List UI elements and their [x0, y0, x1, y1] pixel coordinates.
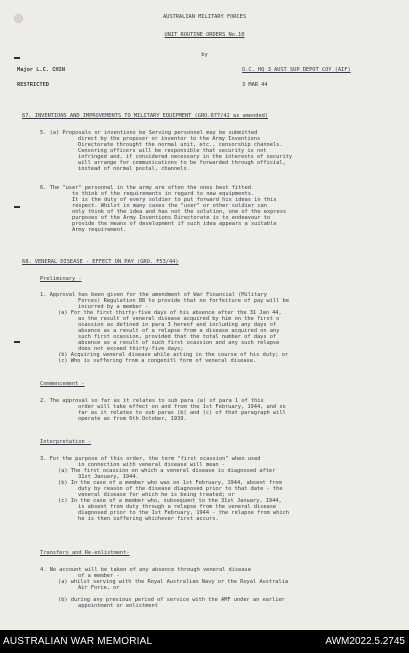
doc-title: AUSTRALIAN MILITARY FORCES — [162, 14, 247, 20]
para-4-line: of a member - — [78, 573, 120, 579]
para-3-line: in connection with veneral disease will mean - — [78, 462, 225, 468]
para-1a-line: as the result of veneral disease acquired by him on the first o — [78, 316, 280, 322]
para-1-line: incurred by a member - — [78, 304, 149, 310]
para-3c: (c) In the case of a member who, subsequent to the 31st January, 1944, — [58, 498, 282, 504]
para-6-line: to think of the requirements in regard to new equipments. — [72, 191, 255, 197]
para-4b-line: appointment or enlistment — [78, 603, 158, 609]
para-5-line: instead of normal postal, channels. — [78, 166, 190, 172]
footer-institution: AUSTRALIAN WAR MEMORIAL — [3, 636, 153, 647]
para-5-line: infringed and, if considered necessary in the interests of security — [78, 154, 293, 160]
para-5-line: will arrange for communications to be forwarded through official, — [78, 160, 286, 166]
para-5-line: Directorate throught the normal unit, etc., censorship channels. — [78, 142, 283, 148]
para-3c-line: diagnosed prior to the 1st February, 1944 - the relapse from which — [78, 510, 289, 516]
margin-mark — [14, 206, 20, 208]
para-3c-line: is absent from duty through a relapse from the veneral disease — [78, 504, 277, 510]
para-6: 6. The "user" personnel in the army are often the ones best fitted — [40, 185, 251, 191]
order-67-heading: 67. INVENTIONS AND IMPROVEMENTS TO MILITARY EQUIPMENT (GRO.077/42 as amended) — [22, 113, 269, 119]
para-3a: (a) The first ocassion on which a veneral disease is diagnosed after — [58, 468, 276, 474]
para-1a-line: such first ocassion, provided that the total number of days of — [78, 334, 277, 340]
order-68-heading: 68. VENERAL DISEASE - EFFECT ON PAY (GRO. F53/44) — [22, 259, 179, 265]
para-1a: (a) For the first thirty-five days of his absence after the 31 Jan 44, — [58, 310, 282, 316]
para-3b: (b) In the case of a member who was on 1st February, 1944, absent from — [58, 480, 282, 486]
para-6-line: only think of the idea and has not the solution, one of the express — [72, 209, 287, 215]
subheading-commencement: Commencement - — [40, 381, 85, 387]
para-1a-line: does not exceed thirty-five days; — [78, 346, 184, 352]
para-1a-line: absence as a result of such first ocassion and any such relapse — [78, 340, 280, 346]
archive-footer — [0, 630, 409, 653]
para-1b: (b) Acquiring veneral disease while acting in the course of his duty; or — [58, 352, 289, 358]
margin-mark — [14, 341, 20, 343]
para-4a-line: Air Force, or — [78, 585, 120, 591]
subheading-interpretation: Interpretation - — [40, 439, 92, 445]
para-5-line: direct by the proposer or inventor to the Army Inventions — [78, 136, 261, 142]
para-2-line: far as it relates to sub paras (b( and (c) of that paragraph will — [78, 410, 286, 416]
doc-subtitle: UNIT ROUTINE ORDERS No.10 — [164, 32, 245, 38]
subheading-transfers: Transfers and Re-enlistment- — [40, 550, 130, 556]
para-2-line: operate as from 6th October, 1939. — [78, 416, 187, 422]
para-4b: (b) during any previous period of service with the AMF under an earlier — [58, 597, 285, 603]
para-3c-line: he is then suffering whichever first accurs. — [78, 516, 219, 522]
para-6-line: purposes of the Army Inventions Directorate is to endeavour to — [72, 215, 271, 221]
footer-reference: AWM2022.5.2745 — [325, 636, 405, 647]
para-3b-line: duty by reason of the disease diagnosed prior to that date - the — [78, 486, 283, 492]
unit-name: O.C. HQ 3 AUST SUP DEPOT COY (AIF) — [242, 67, 351, 73]
classification: RESTRICTED — [17, 82, 49, 88]
para-3: 3. For the purpose of this order, the term "first ocassion" when used — [40, 456, 261, 462]
para-6-line: respect. Whilst in many cases the "user" or other soldier can — [72, 203, 267, 209]
para-3a-line: 31st January, 1944. — [78, 474, 139, 480]
para-6-line: provide the means of development if such idea appears a suitable — [72, 221, 277, 227]
doc-by: by — [201, 52, 208, 58]
para-1-line: Forces) Regulation 88 to provide that no forfeiture of pay will be — [78, 298, 289, 304]
para-5: 5. (a) Proposals or inventions be Serving personnel may be submitted — [40, 130, 258, 136]
para-1a-line: absence as a result of a relapse from a disease acquired on any — [78, 328, 280, 334]
para-1c: (c) Who is suffering from a congenitl form of veneral disease. — [58, 358, 257, 364]
para-1: 1. Approval has been given for the amendment of War Financial (Military — [40, 292, 267, 298]
para-4: 4. No account will be taken of any absence through veneral disease — [40, 567, 251, 573]
subheading-preliminary: Preliminary - — [40, 276, 82, 282]
para-3b-line: veneral disease for which he is being treated; or — [78, 492, 235, 498]
para-5-line: Censoring officers will be responsible that security is not — [78, 148, 267, 154]
para-6-line: It is the duty of every soldier to put forward his ideas in this — [72, 197, 277, 203]
para-2-line: order will take effect on and from the 1st February, 1944, and so — [78, 404, 286, 410]
para-2: 2. The approval so far as it relates to sub para (a) of para 1 of this — [40, 398, 264, 404]
order-date: 3 MAR 44 — [242, 82, 268, 88]
para-4a: (a) whilst serving with the Royal Australian Navy or the Royal Australia — [58, 579, 289, 585]
officer-name: Major L.C. CHIN — [17, 67, 65, 73]
para-1a-line: ocassion as defined in para 3 hereof and including any days of — [78, 322, 277, 328]
para-6-line: Army requirement. — [72, 227, 127, 233]
